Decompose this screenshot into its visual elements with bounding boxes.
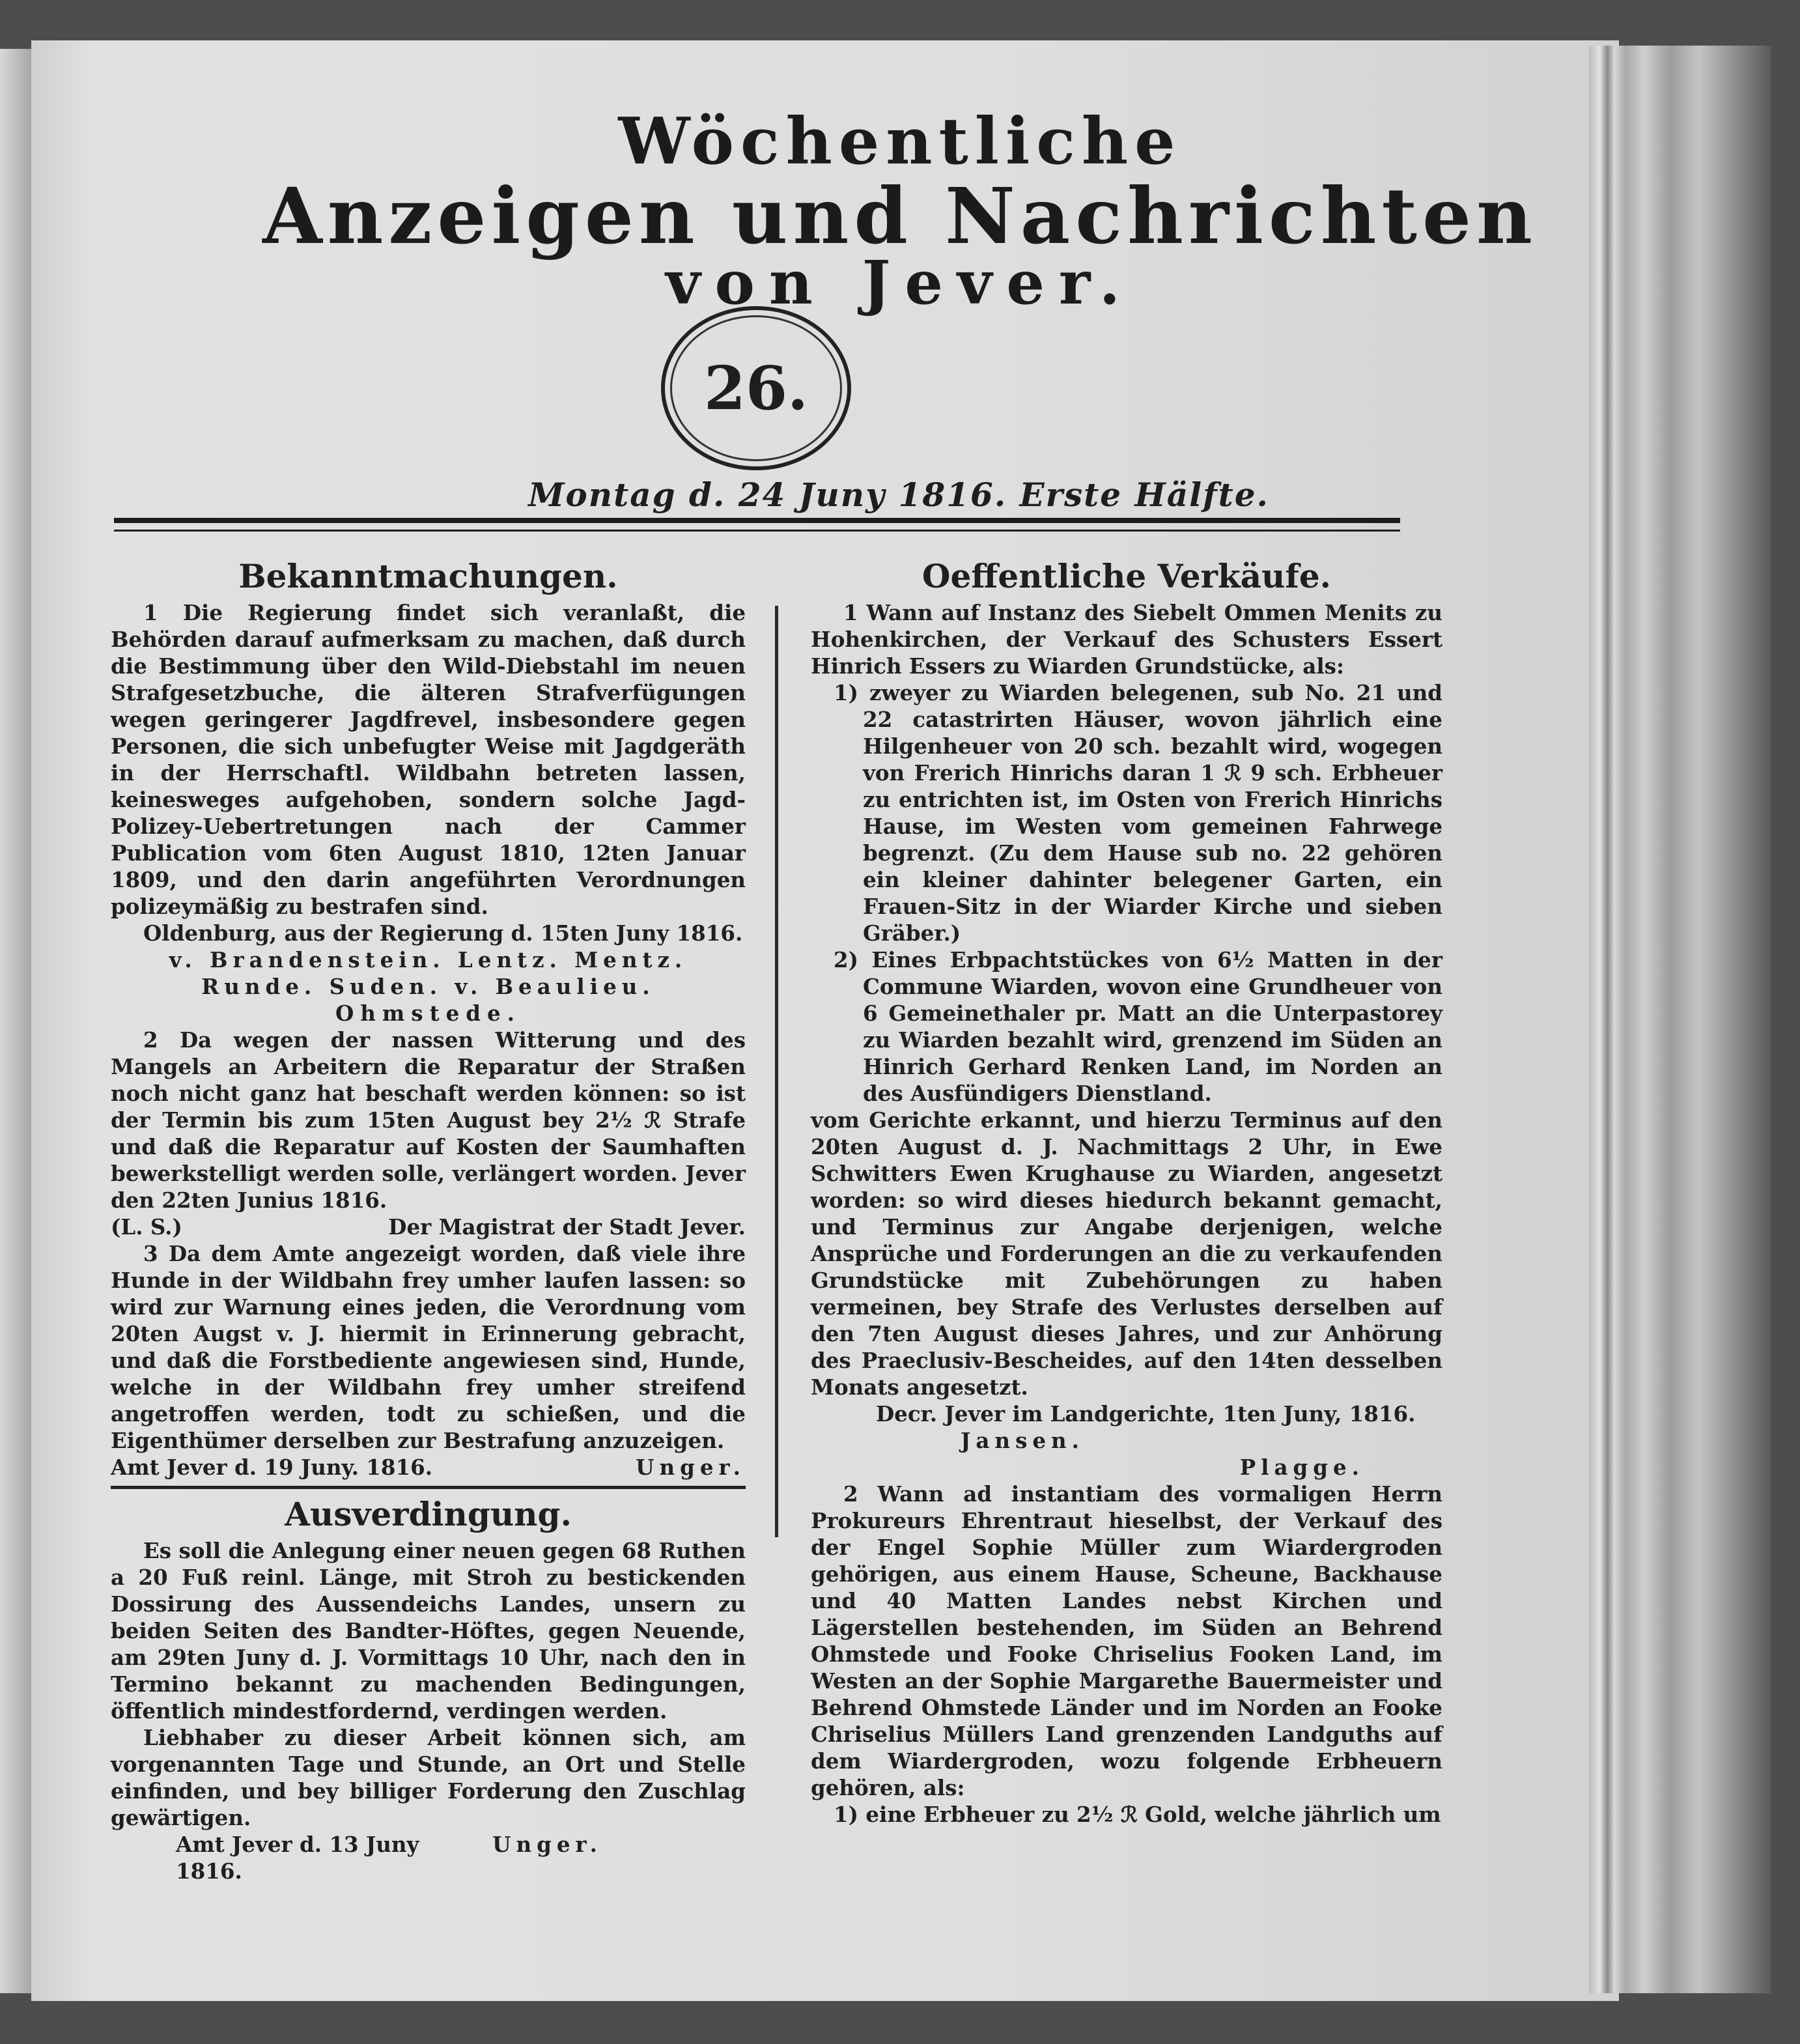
ausverdingung-signature: Unger. (492, 1832, 602, 1857)
heading-oeffentliche-verkaeufe: Oeffentliche Verkäufe. (921, 557, 1332, 595)
ausverdingung-text: Es soll die Anlegung einer neuen gegen 68 Ruthen a 20 Fuß reinl. Länge, mit Stroh zu bestickenden Dossirung des Aussendeichs Landes, unsern zu beiden Seiten des Bandter-Höftes, gegen Neuende, am 29ten Juny d. J. Vormittags 10 Uhr, nach den in Termino bekannt zu machenden Bedingungen, öffentlich mindestfordernd, verdingen werden. (111, 1538, 746, 1724)
notice-1-place: Oldenburg, aus der Regierung d. 15ten Juny 1816. (143, 920, 743, 946)
notice-2-seal: (L. S.) (111, 1214, 182, 1240)
notice-2-signature-row (111, 1214, 746, 1240)
notice-3-signature: Unger. (636, 1455, 746, 1480)
notice-2-signature: Der Magistrat der Stadt Jever. (388, 1214, 746, 1240)
notice-1-signatures-1: v. Brandenstein. Lentz. Mentz. (169, 947, 688, 972)
header-rule (114, 518, 1400, 532)
left-page-edge (0, 49, 31, 1993)
book-page-edges (1589, 46, 1771, 1993)
sale-1-place: Decr. Jever im Landgerichte, 1ten Juny, 1816. (876, 1401, 1416, 1427)
dateline: Montag d. 24 Juny 1816. Erste Hälfte. (528, 476, 1269, 514)
sale-1-item-2: 2) Eines Erbpachtstückes von 6½ Matten in der Commune Wiarden, wovon eine Grundheuer von 6 Gemeinethaler pr. Matt an die Unterpastorey zu Wiarden bezahlt wird, grenzend im Süden an Hinrich Gerhard Renken Land, im Norden an des Ausfündigers Dienstland. (834, 947, 1442, 1106)
sale-1-signature-2: Plagge. (1239, 1455, 1364, 1480)
subheading-ohmstede: Ohmstede. (335, 1001, 522, 1026)
right-column (811, 554, 1442, 1828)
issue-number-seal (661, 306, 851, 470)
masthead-line-3: von Jever. (666, 248, 1134, 318)
notice-1-signatures-2: Runde. Suden. v. Beaulieu. (201, 974, 655, 999)
notice-2-text: 2 Da wegen der nassen Witterung und des Mangels an Arbeitern die Reparatur der Straßen noch nicht ganz hat beschaft werden können: so ist der Termin bis zum 15ten August bey 2½ ℛ Strafe und daß die Reparatur auf Kosten der Saumhaften bewerkstelligt werden solle, verlängert worden. Jever den 22ten Junius 1816. (111, 1027, 746, 1213)
left-column (111, 554, 746, 1884)
heading-ausverdingung: Ausverdingung. (285, 1495, 572, 1533)
notice-3-text: 3 Da dem Amte angezeigt worden, daß viele ihre Hunde in der Wildbahn frey umher laufen lassen: so wird zur Warnung eines jeden, die Verordnung vom 20ten Augst v. J. hiermit in Erinnerung gebracht, und daß die Forstbediente angewiesen sind, Hunde, welche in der Wildbahn frey umher streifend angetroffen werden, todt zu schießen, und die Eigenthümer derselben zur Bestrafung anzuzeigen. (111, 1241, 746, 1453)
masthead-line-1: Wöchentliche (618, 104, 1182, 179)
section-rule (111, 1486, 746, 1489)
heading-bekanntmachungen: Bekanntmachungen. (238, 557, 618, 595)
notice-3-signature-row (111, 1454, 746, 1481)
notice-1-text: 1 Die Regierung findet sich veranlaßt, die Behörden darauf aufmerksam zu machen, daß durch die Bestimmung über den Wild-Diebstahl im neuen Strafgesetzbuche, die älteren Strafverfügungen wegen geringerer Jagdfrevel, insbesondere gegen Personen, die sich unbefugter Weise mit Jagdgeräth in der Herrschaftl. Wildbahn betreten lassen, keinesweges aufgehoben, sondern solche Jagd-Polizey-Uebertretungen nach der Cammer Publication vom 6ten August 1810, 12ten Januar 1809, und den darin angeführten Verordnungen polizeymäßig zu bestrafen sind. (111, 600, 746, 919)
notice-3-place: Amt Jever d. 19 Juny. 1816. (111, 1455, 433, 1480)
masthead-line-2: Anzeigen und Nachrichten (262, 171, 1538, 261)
sale-1-text: 1 Wann auf Instanz des Siebelt Ommen Menits zu Hohenkirchen, der Verkauf des Schusters Essert Hinrich Essers zu Wiarden Grundstücke, als: (811, 600, 1442, 679)
ausverdingung-text-2: Liebhaber zu dieser Arbeit können sich, am vorgenannten Tage und Stunde, an Ort und Stelle einfinden, und bey billiger Forderung den Zuschlag gewärtigen. (111, 1725, 746, 1830)
sale-2-item-1: 1) eine Erbheuer zu 2½ ℛ Gold, welche jährlich um (834, 1802, 1441, 1827)
column-divider (775, 606, 778, 1537)
sale-1-signature-1: Jansen. (961, 1428, 1084, 1453)
sale-2-text: 2 Wann ad instantiam des vormaligen Herrn Prokureurs Ehrentraut hieselbst, der Verkauf des der Engel Sophie Müller zum Wiardergroden gehörigen, aus einem Hause, Scheune, Backhause und 40 Matten Landes nebst Kirchen und Lägerstellen bestehenden, im Süden an Behrend Ohmstede und Fooke Chriselius Fooken Land, im Westen an der Sophie Margarethe Bauermeister und Behrend Ohmstede Länder und im Norden an Fooke Chriselius Müllers Land grenzenden Landguths auf dem Wiardergroden, wozu folgende Erbheuern gehören, als: (811, 1481, 1442, 1800)
sale-1-continuation: vom Gerichte erkannt, und hierzu Terminus auf den 20ten August d. J. Nachmittags 2 Uhr, in Ewe Schwitters Ewen Krughause zu Wiarden, angesetzt worden: so wird dieses hiedurch bekannt gemacht, und Terminus zur Angabe derjenigen, welche Ansprüche und Forderungen an die zu verkaufenden Grundstücke mit Zubehörungen zu haben vermeinen, bey Strafe des Verlustes derselben auf den 7ten August dieses Jahres, und zur Anhörung des Praeclusiv-Bescheides, auf den 14ten desselben Monats angesetzt. (811, 1107, 1442, 1400)
issue-number: 26. (703, 353, 809, 423)
sale-1-item-1: 1) zweyer zu Wiarden belegenen, sub No. 21 und 22 catastrirten Häuser, wovon jährlich eine Hilgenheuer von 20 sch. bezahlt wird, wogegen von Frerich Hinrichs daran 1 ℛ 9 sch. Erbheuer zu entrichten ist, im Osten von Frerich Hinrichs Hause, im Westen vom gemeinen Fahrwege begrenzt. (Zu dem Hause sub no. 22 gehören ein kleiner dahinter belegener Garten, ein Frauen-Sitz in der Wiarder Kirche und sieben Gräber.) (834, 680, 1442, 946)
ausverdingung-signature-row (111, 1831, 746, 1884)
ausverdingung-place: Amt Jever d. 13 Juny 1816. (176, 1832, 419, 1884)
